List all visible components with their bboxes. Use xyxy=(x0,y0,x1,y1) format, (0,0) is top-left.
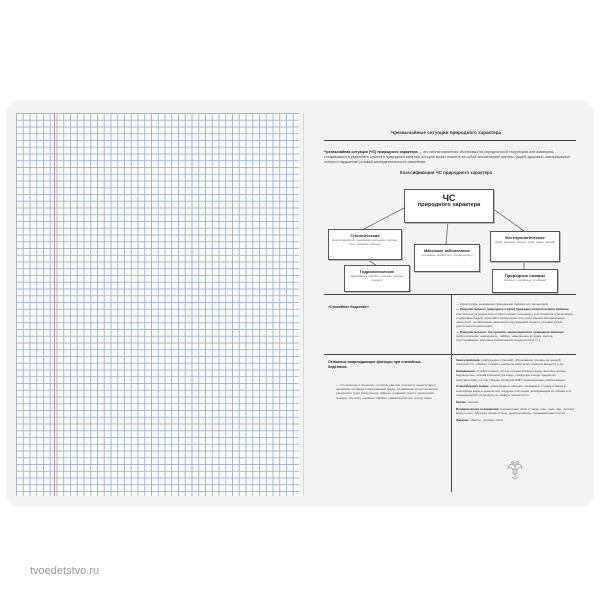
grid-page xyxy=(16,113,299,496)
met-sub: (бури, ураганы, смерчи, град, ливни, засуха) xyxy=(494,240,556,245)
natural-disaster-definitions xyxy=(456,302,574,344)
classification-title: Классификация ЧС природного характера xyxy=(399,170,493,175)
classification-diagram xyxy=(324,178,576,288)
table-column-divider xyxy=(451,294,452,492)
geo-title: Геологические xyxy=(350,233,380,238)
effect-item xyxy=(456,369,574,382)
factors-title: Основные повреждающие факторы при стихийных бедствиях xyxy=(328,360,421,369)
effect-term: Лавины: xyxy=(456,417,470,422)
mass-sub: (эпидемии, эпизоотии, эпифитотии) xyxy=(421,253,473,258)
connector-mass xyxy=(446,221,448,244)
effect-item xyxy=(456,418,574,422)
natdis-def-1: — Катастрофа, вызванная природными силами или явлениями; xyxy=(456,302,549,306)
natdis-def-3 xyxy=(456,330,574,343)
natdis-def-2 xyxy=(456,307,574,328)
fire-sub: (лесные, торфяные, степные) xyxy=(503,278,547,283)
effect-item xyxy=(456,358,574,367)
effect-item xyxy=(456,384,574,397)
hydro-title: Гидрологические xyxy=(359,269,395,274)
spine-divider xyxy=(303,113,304,496)
effect-text: стремительные потоки огромной массы воды, высокие волны, водоворотьы, низкая температура воды, плывущие в воде предметы; электрический ток при обрыве проводов ЛЭП; инфекционные заболевания. xyxy=(456,369,567,382)
page-title: Чрезвычайные ситуации природного характера xyxy=(390,130,502,135)
effects-list xyxy=(456,358,574,425)
natdis-def-3-text: (землетрясение, наводнение, тайфун, извержение вулкана, засуха, опустынивание, массовое размножение вредителей и т.п.). xyxy=(456,334,554,343)
met-title: Метеорологические xyxy=(505,235,545,240)
effect-term: Грозы: xyxy=(456,399,467,404)
definition xyxy=(324,150,576,165)
geo-box xyxy=(328,229,402,260)
effect-item xyxy=(456,400,574,404)
effect-text: разрушения строений, образование трещин на земной поверхности, обвалы, пожары, выбросы химически опасных веществ и др. xyxy=(456,358,564,367)
notebook-spread xyxy=(6,100,594,507)
center-box xyxy=(404,189,494,223)
effect-text: раскалённая лава, а также газы, дым, пар, горячая вода, пепел, обломки горных пород, ударные волны, грязекаменные потоки. xyxy=(456,406,574,415)
effect-term: Атмосферные вихри: xyxy=(456,384,490,389)
title-rule xyxy=(324,140,576,141)
definition-text: — это неблагоприятная обстановка на определенной территории или акватории, сложившаяся в результате опасного природного явления, которое может повлечь за собой человеческие жертвы, ущерб здоровью, материальные потери и нарушение условий жизнедеятельности населения. xyxy=(324,150,570,164)
center-label: природного характера xyxy=(417,202,481,209)
table-top-rule xyxy=(324,294,576,295)
natural-disaster-title: «Стихийное бедствие» xyxy=(328,305,369,309)
hydro-box xyxy=(344,265,410,292)
factors-text: — это явления и процессы, которые наносят или могут нанести вред здоровью человека и окружающей среде. Основными из них являются различного рода разрушения, обвалы, подвижки земли, затопления, пожары, оползни, снежные лавины, ураганный ветер, холод, жара. xyxy=(336,383,439,400)
natdis-def-3-term: — Разрушительное, так принято, непреодолимое природное явление xyxy=(456,329,564,334)
effect-term: Вулканические извержения: xyxy=(456,406,500,411)
margin-line xyxy=(54,113,55,496)
mass-title: Массовое заболевание xyxy=(423,248,471,253)
effect-item xyxy=(456,407,574,416)
effect-term: Наводнение: xyxy=(456,369,476,374)
geo-sub: (землетрясения, извержения вулканов, оползни, сели, снежные лавины) xyxy=(331,238,399,246)
effect-term: Землетрясение: xyxy=(456,358,481,362)
table-mid-rule xyxy=(324,354,576,355)
natdis-def-2-text: или процесс, в результате которого может возникнуть или возникла угроза жизни и здоровью людей, произойти разрушение или уничтожение материальных ценностей, необратимые изменения окружающей среды и условий жизни, деятельности населения; xyxy=(456,311,573,329)
effect-text: атмосферные явления, связанные с присутствием в атмосфере воды и знаком или твёрдым состоянии, выпадающим из облака или осаждающейся из воздуха на земную поверхность. xyxy=(456,384,572,398)
hydro-sub: (наводнения, паводки, заторы, нагоны, цунами) xyxy=(350,274,404,282)
watermark: tvoedetstvo.ru xyxy=(30,565,100,577)
mass-box xyxy=(414,244,480,272)
effect-text: обвалы, оползни, сели. xyxy=(469,417,504,422)
fire-box xyxy=(492,269,558,293)
connector-geo xyxy=(364,208,404,229)
center-label-abbr: ЧС xyxy=(442,193,456,203)
effect-text: молнии. xyxy=(466,399,480,404)
fire-title: Природные пожары xyxy=(504,273,546,278)
natdis-def-2-term: — Разрушительное природное и (или) природно-антропогенное явление xyxy=(456,307,569,312)
info-page xyxy=(306,108,586,501)
connector-met xyxy=(492,208,524,231)
coat-of-arms-icon xyxy=(506,460,524,480)
met-box xyxy=(490,231,560,262)
definition-term: Чрезвычайная ситуация (ЧС) природного характера xyxy=(324,150,418,154)
